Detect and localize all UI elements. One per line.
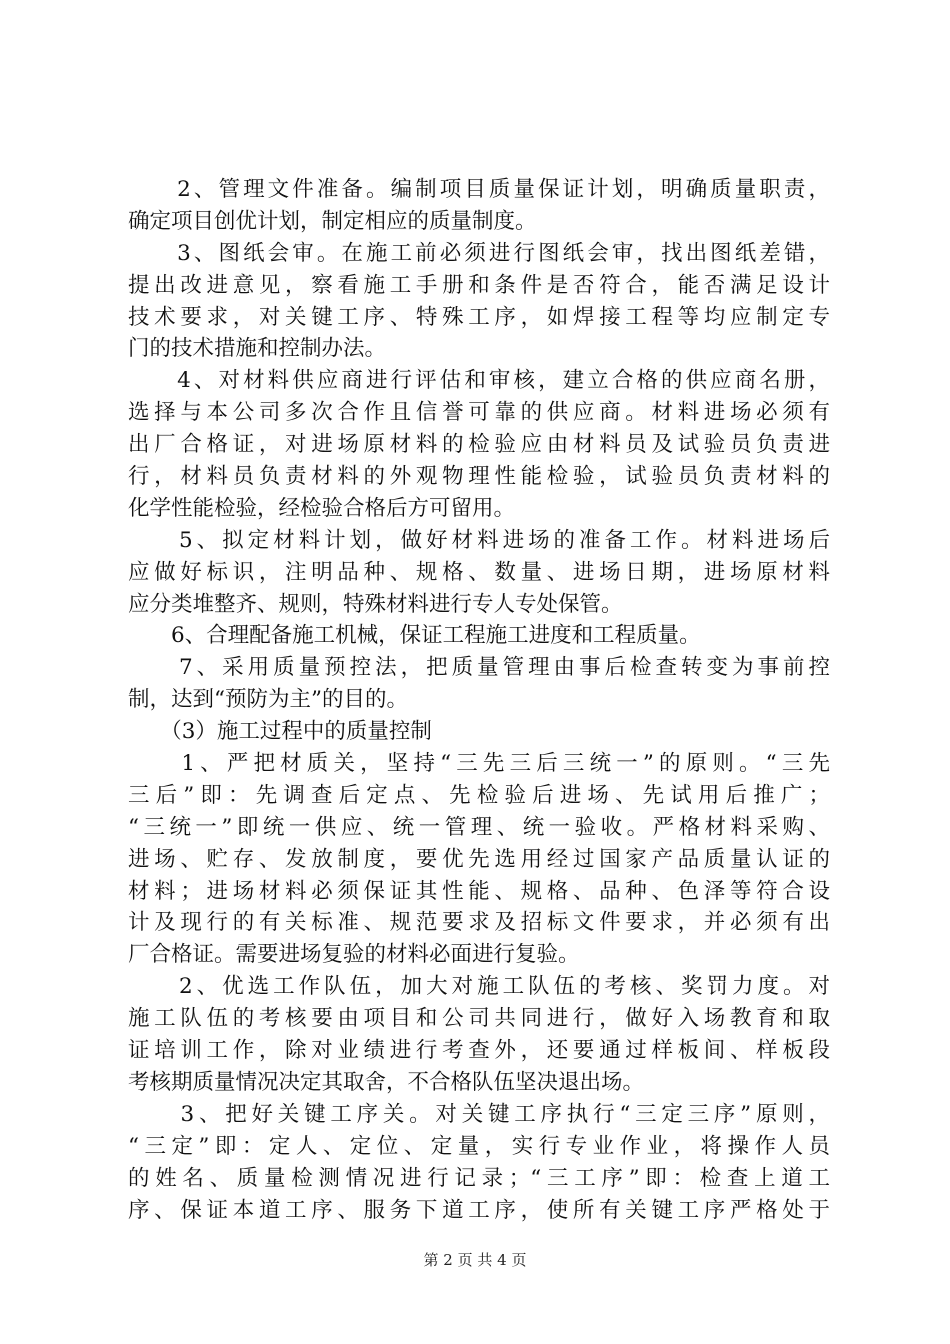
text-line: 6、合理配备施工机械，保证工程施工进度和工程质量。 — [128, 623, 701, 649]
document-body — [128, 174, 830, 1226]
text-line: 1、严把材质关，坚持“三先三后三统一”的原则。“三先 — [128, 751, 830, 777]
text-line: 选择与本公司多次合作且信誉可靠的供应商。材料进场必须有 — [128, 400, 830, 426]
text-line: 技术要求，对关键工序、特殊工序，如焊接工程等均应制定专 — [128, 304, 830, 330]
text-line: 的姓名、质量检测情况进行记录；“三工序”即：检查上道工 — [128, 1165, 830, 1191]
text-line: “三统一”即统一供应、统一管理、统一验收。严格材料采购、 — [128, 814, 830, 840]
text-line: 行，材料员负责材料的外观物理性能检验，试验员负责材料的 — [128, 464, 830, 490]
text-line: 计及现行的有关标准、规范要求及招标文件要求，并必须有出 — [128, 910, 830, 936]
text-line: 考核期质量情况决定其取舍，不合格队伍坚决退出场。 — [128, 1069, 645, 1095]
text-line: 施工队伍的考核要由项目和公司共同进行，做好入场教育和取 — [128, 1006, 830, 1032]
page-footer: 第 2 页 共 4 页 — [423, 1251, 527, 1269]
text-line: （3）施工过程中的质量控制 — [128, 719, 432, 745]
text-line: 5、拟定材料计划，做好材料进场的准备工作。材料进场后 — [128, 527, 830, 553]
text-line: 应做好标识，注明品种、规格、数量、进场日期，进场原材料 — [128, 559, 830, 585]
text-line: 应分类堆整齐、规则，特殊材料进行专人专处保管。 — [128, 591, 623, 617]
text-line: 提出改进意见，察看施工手册和条件是否符合，能否满足设计 — [128, 272, 830, 298]
text-line: 2、优选工作队伍，加大对施工队伍的考核、奖罚力度。对 — [128, 974, 830, 1000]
text-line: 三后”即：先调查后定点、先检验后进场、先试用后推广； — [128, 782, 830, 808]
text-line: 门的技术措施和控制办法。 — [128, 336, 387, 362]
text-line: 材料；进场材料必须保证其性能、规格、品种、色泽等符合设 — [128, 878, 830, 904]
text-line: 3、图纸会审。在施工前必须进行图纸会审，找出图纸差错， — [128, 240, 830, 266]
text-line: 4、对材料供应商进行评估和审核，建立合格的供应商名册， — [128, 368, 830, 394]
text-line: 化学性能检验，经检验合格后方可留用。 — [128, 495, 516, 521]
text-line: “三定”即：定人、定位、定量，实行专业作业，将操作人员 — [128, 1133, 830, 1159]
text-line: 确定项目创优计划，制定相应的质量制度。 — [128, 208, 537, 234]
text-line: 7、采用质量预控法，把质量管理由事后检查转变为事前控 — [128, 655, 830, 681]
text-line: 证培训工作，除对业绩进行考查外，还要通过样板间、样板段 — [128, 1038, 830, 1064]
text-line: 出厂合格证，对进场原材料的检验应由材料员及试验员负责进 — [128, 432, 830, 458]
text-line: 进场、贮存、发放制度，要优先选用经过国家产品质量认证的 — [128, 846, 830, 872]
text-line: 2、管理文件准备。编制项目质量保证计划，明确质量职责， — [128, 177, 830, 202]
text-line: 厂合格证。需要进场复验的材料必面进行复验。 — [128, 942, 580, 968]
text-line: 3、把好关键工序关。对关键工序执行“三定三序”原则， — [128, 1101, 830, 1127]
text-line: 序、保证本道工序、服务下道工序，使所有关键工序严格处于 — [128, 1197, 830, 1223]
text-line: 制，达到“预防为主”的目的。 — [128, 687, 408, 713]
